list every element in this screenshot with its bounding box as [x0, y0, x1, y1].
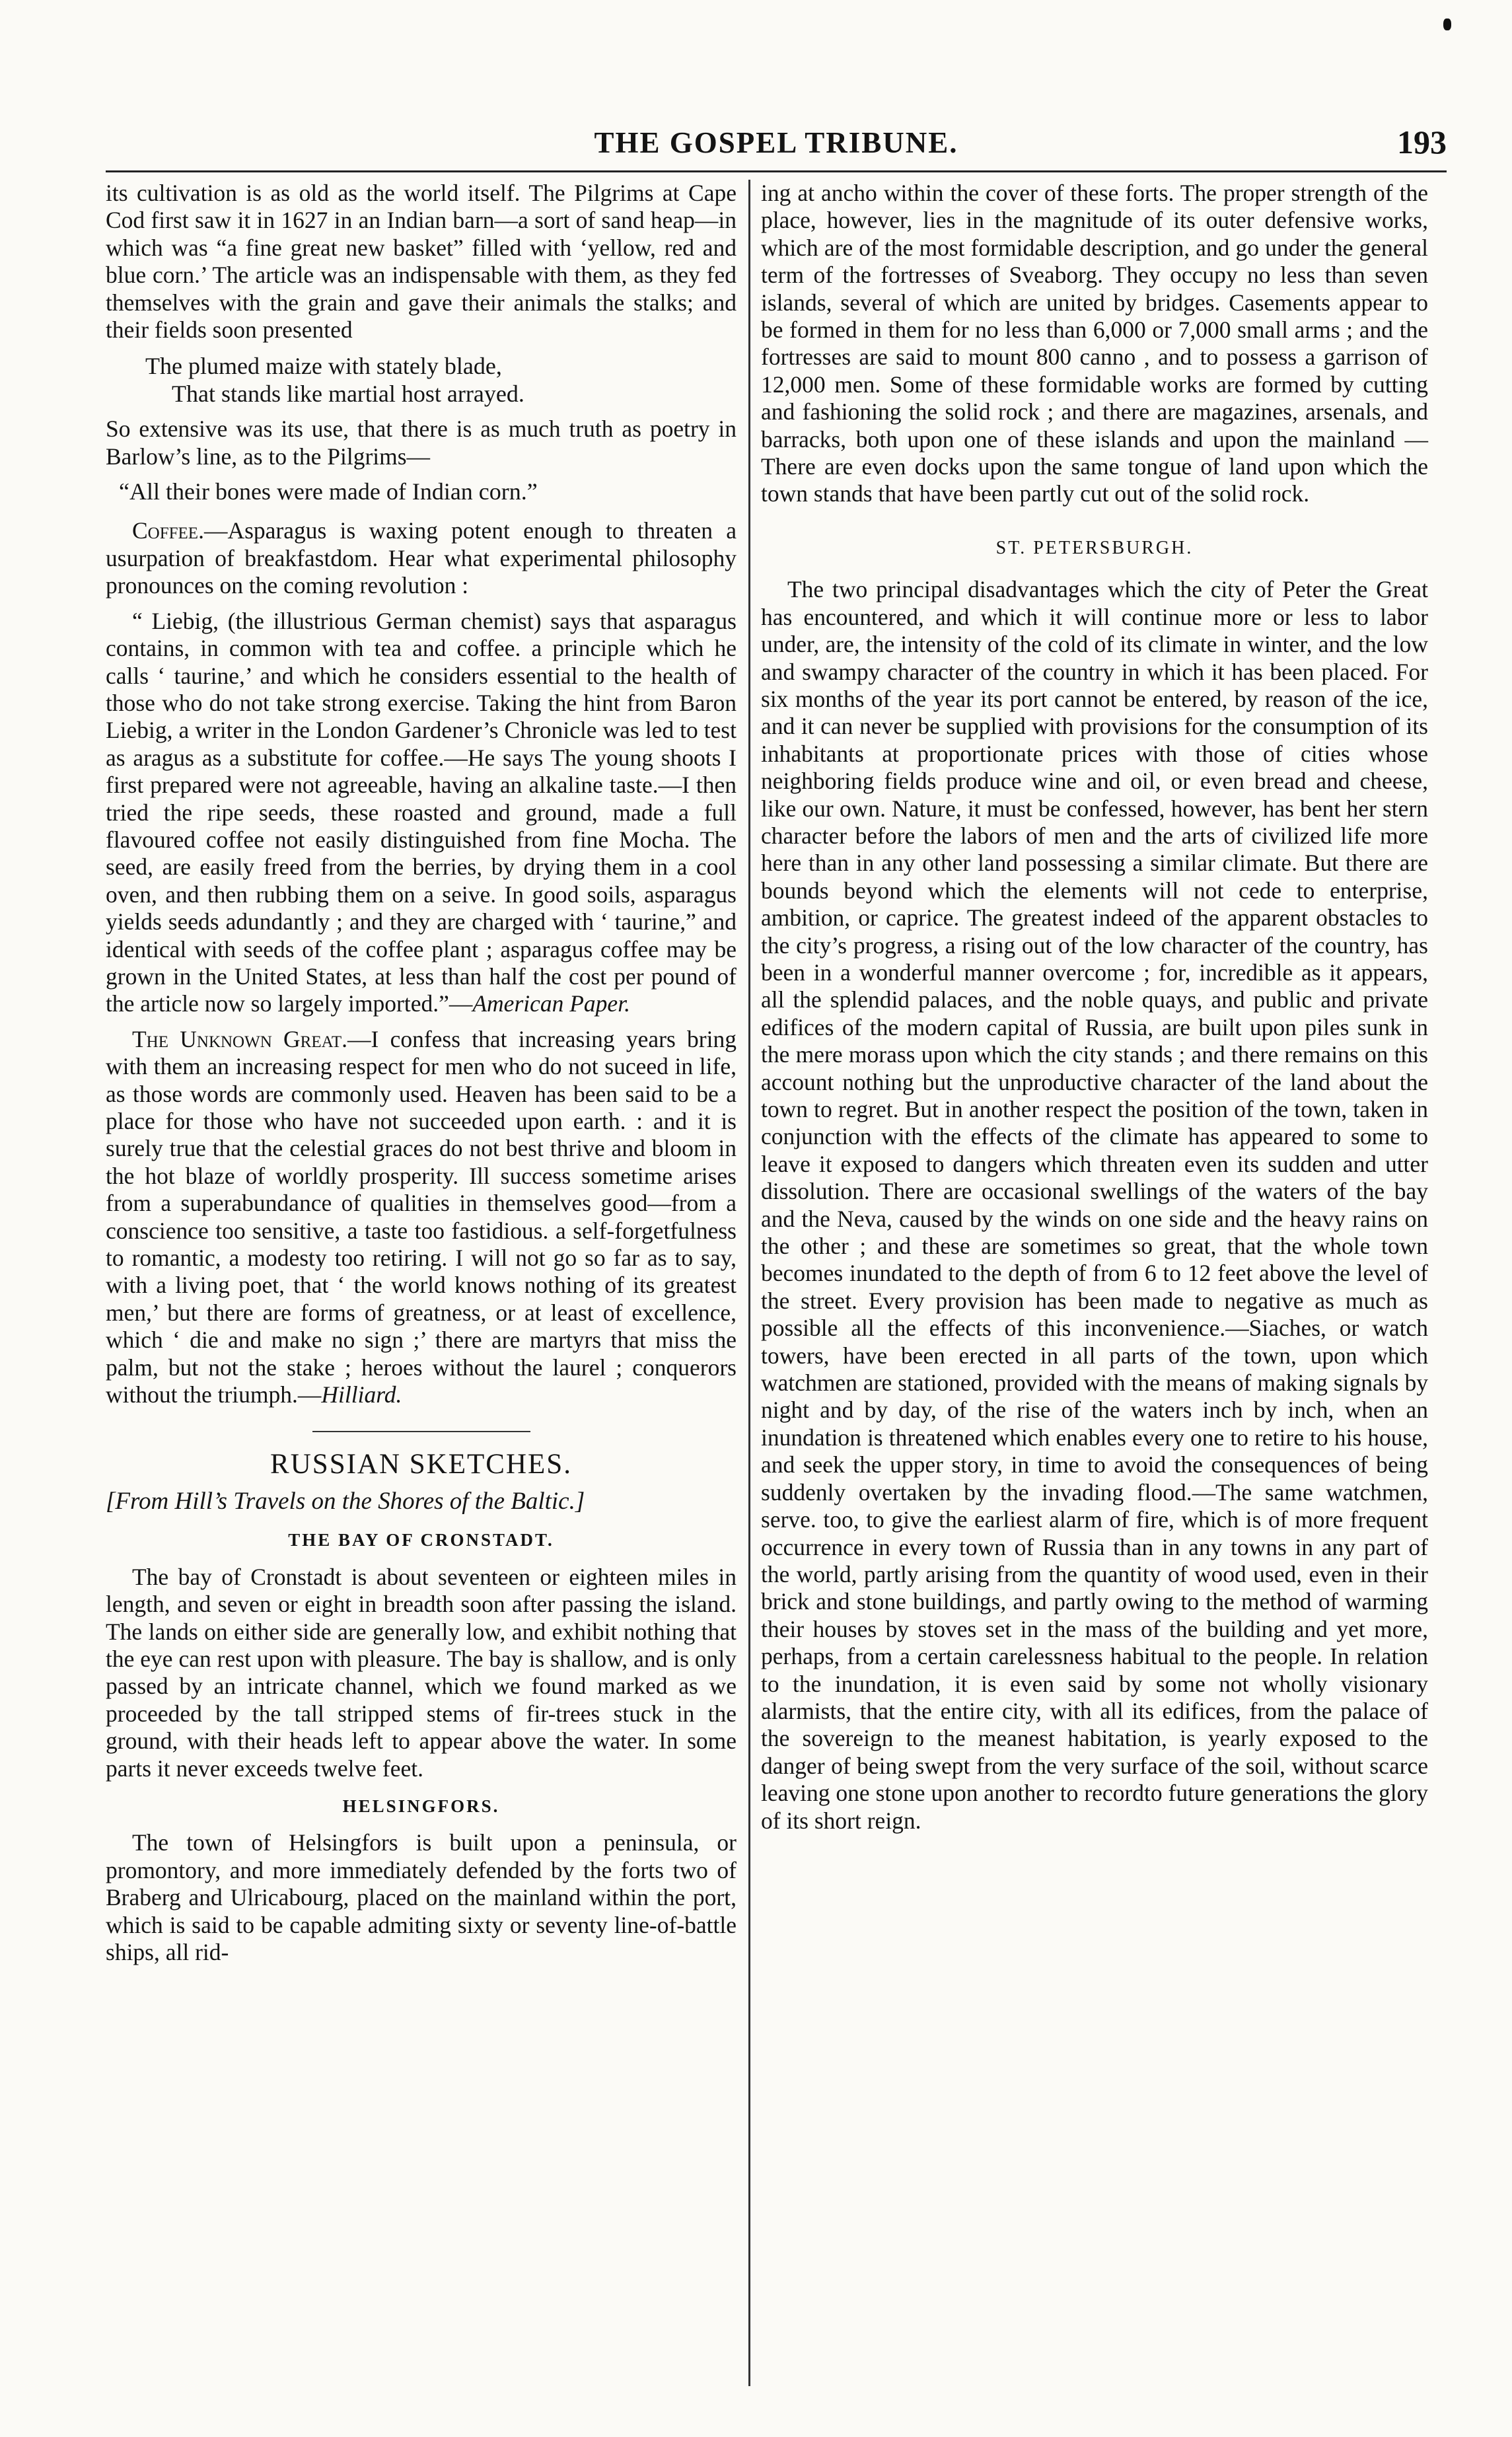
coffee-source: American Paper.	[472, 990, 630, 1017]
corn-paragraph: its cultivation is as old as the world itself. The Pilgrims at Cape Cod first saw it in 1627 in an Indian barn—a sort of sand heap—in which was “a fine great new basket” filled with ‘yellow, red and blue corn.’ The article was an indispensable with them, as they fed themselves with the grain and gave their animals the stalks; and their fields soon presented	[106, 180, 737, 344]
header-rule	[106, 170, 1447, 172]
coffee-quote	[106, 608, 737, 1018]
section-rule	[312, 1431, 530, 1432]
bay-heading: THE BAY OF CRONSTADT.	[288, 1530, 554, 1550]
helsingfors-paragraph: The town of Helsingfors is built upon a peninsula, or promontory, and more immediately defended by the forts two of Braberg and Ulricabourg, placed on the mainland within the port, which is said to be capable admiting sixty or seventy line-of-battle ships, all rid-	[106, 1829, 737, 1965]
helsingfors-heading: HELSINGFORS.	[342, 1796, 500, 1816]
page-header	[106, 126, 1447, 165]
st-petersburgh-heading: ST. PETERSBURGH.	[995, 537, 1194, 558]
unknown-great-body: —I confess that increasing years bring with them an increasing respect for men who do not suceed in life, as those words are commonly used. Heaven has been said to be a place for those who have not succeeded upon earth. : and it is surely true that the celestial graces do not best thrive and bloom in the hot blaze of worldly prosperity. Ill success sometime arises from a superabundance of qualities in themselves good—from a conscience too sensitive, a taste too fastidious. a self-forgetfulness to romantic, a modesty too retiring. I will not go so far as to say, with a living poet, that ‘ the world knows nothing of its greatest men,’ but there are forms of greatness, or at least of excellence, which ‘ die and make no sign ;’ there are martyrs that miss the palm, but not the stake ; heroes without the laurel ; conquerors without the triumph.—	[106, 1025, 737, 1408]
indian-corn-quote: “All their bones were made of Indian corn.”	[119, 478, 538, 505]
unknown-great-lead: The Unknown Great.	[132, 1025, 348, 1052]
sveaborg-paragraph: ing at ancho within the cover of these forts. The proper strength of the place, however, lies in the magnitude of its outer defensive works, which are of the most formidable description, and go under the general term of the fortresses of Sveaborg. They occupy no less than seven islands, several of which are united by bridges. Casements appear to be formed in them for no less than 6,000 or 7,000 small arms ; and the fortresses are said to mount 800 canno , and to possess a garrison of 12,000 men. Some of these formidable works are formed by cutting and fashioning the solid rock ; and there are magazines, arsenals, and barracks, both upon one of these islands and upon the mainland —There are even docks upon the same tongue of land upon which the town stands that have been partly cut out of the solid rock.	[761, 180, 1428, 507]
barlow-paragraph: So extensive was its use, that there is as much truth as poetry in Barlow’s line, as to the Pilgrims—	[106, 416, 737, 470]
verse-line-1: The plumed maize with stately blade,	[145, 353, 502, 380]
unknown-great-paragraph	[106, 1026, 737, 1409]
coffee-quote-text: “ Liebig, (the illustrious German chemist) says that asparagus contains, in common with tea and coffee. a principle which he calls ‘ taurine,’ and which he considers essential to the health of those who do not take strong exercise. Taking the hint from Baron Liebig, a writer in the London Gardener’s Chronicle was led to test as aragus as a substitute for coffee.—He says The young shoots I first prepared were not agreeable, having an alkaline taste.—I then tried the ripe seeds, these roasted and ground, made a full flavoured coffee not easily distinguished from fine Mocha. The seed, are easily freed from the berries, by drying them in a cool oven, and then rubbing them on a seive. In good soils, asparagus yields seeds adundantly ; and they are charged with ‘ taurine,” and identical with seeds of the coffee plant ; asparagus coffee may be grown in the United States, at less than half the cost per pound of the article now so largely imported.”—	[106, 607, 737, 1017]
st-petersburgh-paragraph: The two principal disadvantages which the city of Peter the Great has encountered, and which it will continue more or less to labor under, are, the intensity of the cold of its climate in winter, and the low and swampy character of the country in which it has been placed. For six months of the year its port cannot be entered, by reason of the ice, and it can never be supplied with provisions for the consumption of its inhabitants at proportionate prices with those of cities whose neighboring fields produce wine and oil, or even bread and cheese, like our own. Nature, it must be confessed, however, has bent her stern character before the labors of men and the arts of civilized life more here than in any other land possessing a similar climate. But there are bounds beyond which the elements will not cede to enterprise, ambition, or caprice. The greatest indeed of the apparent obstacles to the city’s progress, a rising out of the low character of the country, has been in a wonderful manner overcome ; for, incredible as it appears, all the splendid palaces, and the noble quays, and public and private edifices of the modern capital of Russia, are built upon piles sunk in the mere morass upon which the city stands ; and there remains on this account nothing but the unproductive character of the land about the town to regret. But in another respect the position of the town, taken in conjunction with the effects of the climate has appeared to some to leave it exposed to dangers which threaten even its sudden and utter dissolution. There are occasional swellings of the waters of the bay and the Neva, caused by the winds on one side and the heavy rains on the other ; and these are sometimes so great, that the whole town becomes inundated to the depth of from 6 to 12 feet above the level of the street. Every provision has been made to negative as much as possible all the effects of this inconvenience.—Siaches, or watch towers, have been erected in all parts of the town, upon which watchmen are stationed, provided with the means of making signals by night and by day, of the rise of the waters inch by inch, when an inundation is threatened which enables every one to retire to his house, and seek the upper story, in time to avoid the consequences of being suddenly overtaken by the invading flood.—The same watchmen, serve. too, to give the earliest alarm of fire, which is of more frequent occurrence in every town of Russia than in any towns in any part of the world, partly arising from the quantity of wood used, even in their brick and stone buildings, and partly owing to the method of warming their houses by stoves set in the mass of the building and yet more, perhaps, from a certain carelessness habitual to the people. In relation to the inundation, it is even said by some not wholly visionary alarmists, that the entire city, with all its edifices, from the palace of the sovereign to the meanest habitation, is yearly exposed to the danger of being swept from the very surface of the soil, without scarce leaving one stone upon another to recordto future generations the glory of its short reign.	[761, 576, 1428, 1834]
page-number: 193	[1397, 124, 1447, 161]
bay-paragraph: The bay of Cronstadt is about seventeen or eighteen miles in length, and seven or eight in breadth soon after passing the island. The lands on either side are generally low, and exhibit nothing that the eye can rest upon with pleasure. The bay is shallow, and is only passed by an intricate channel, which we found marked as we proceeded by the tall stripped stems of fir-trees stuck in the ground, with their heads left to appear above the water. In some parts it never exceeds twelve feet.	[106, 1563, 737, 1782]
unknown-great-source: Hilliard.	[321, 1381, 402, 1408]
right-column	[761, 180, 1428, 1835]
section-title: RUSSIAN SKETCHES.	[270, 1449, 572, 1480]
coffee-body: —Asparagus is waxing potent enough to threaten a usurpation of breakfastdom. Hear what experimental philosophy pronounces on the coming revolution :	[106, 517, 737, 599]
coffee-lead: Coffee.	[132, 517, 204, 544]
section-source: [From Hill’s Travels on the Shores of the Baltic.]	[106, 1487, 585, 1515]
left-column	[106, 180, 737, 1966]
page-title: THE GOSPEL TRIBUNE.	[594, 126, 958, 159]
coffee-paragraph	[106, 517, 737, 599]
verse	[106, 353, 737, 408]
column-divider	[748, 180, 750, 2386]
verse-line-2: That stands like martial host arrayed.	[172, 380, 524, 407]
ink-spot	[1443, 18, 1451, 30]
